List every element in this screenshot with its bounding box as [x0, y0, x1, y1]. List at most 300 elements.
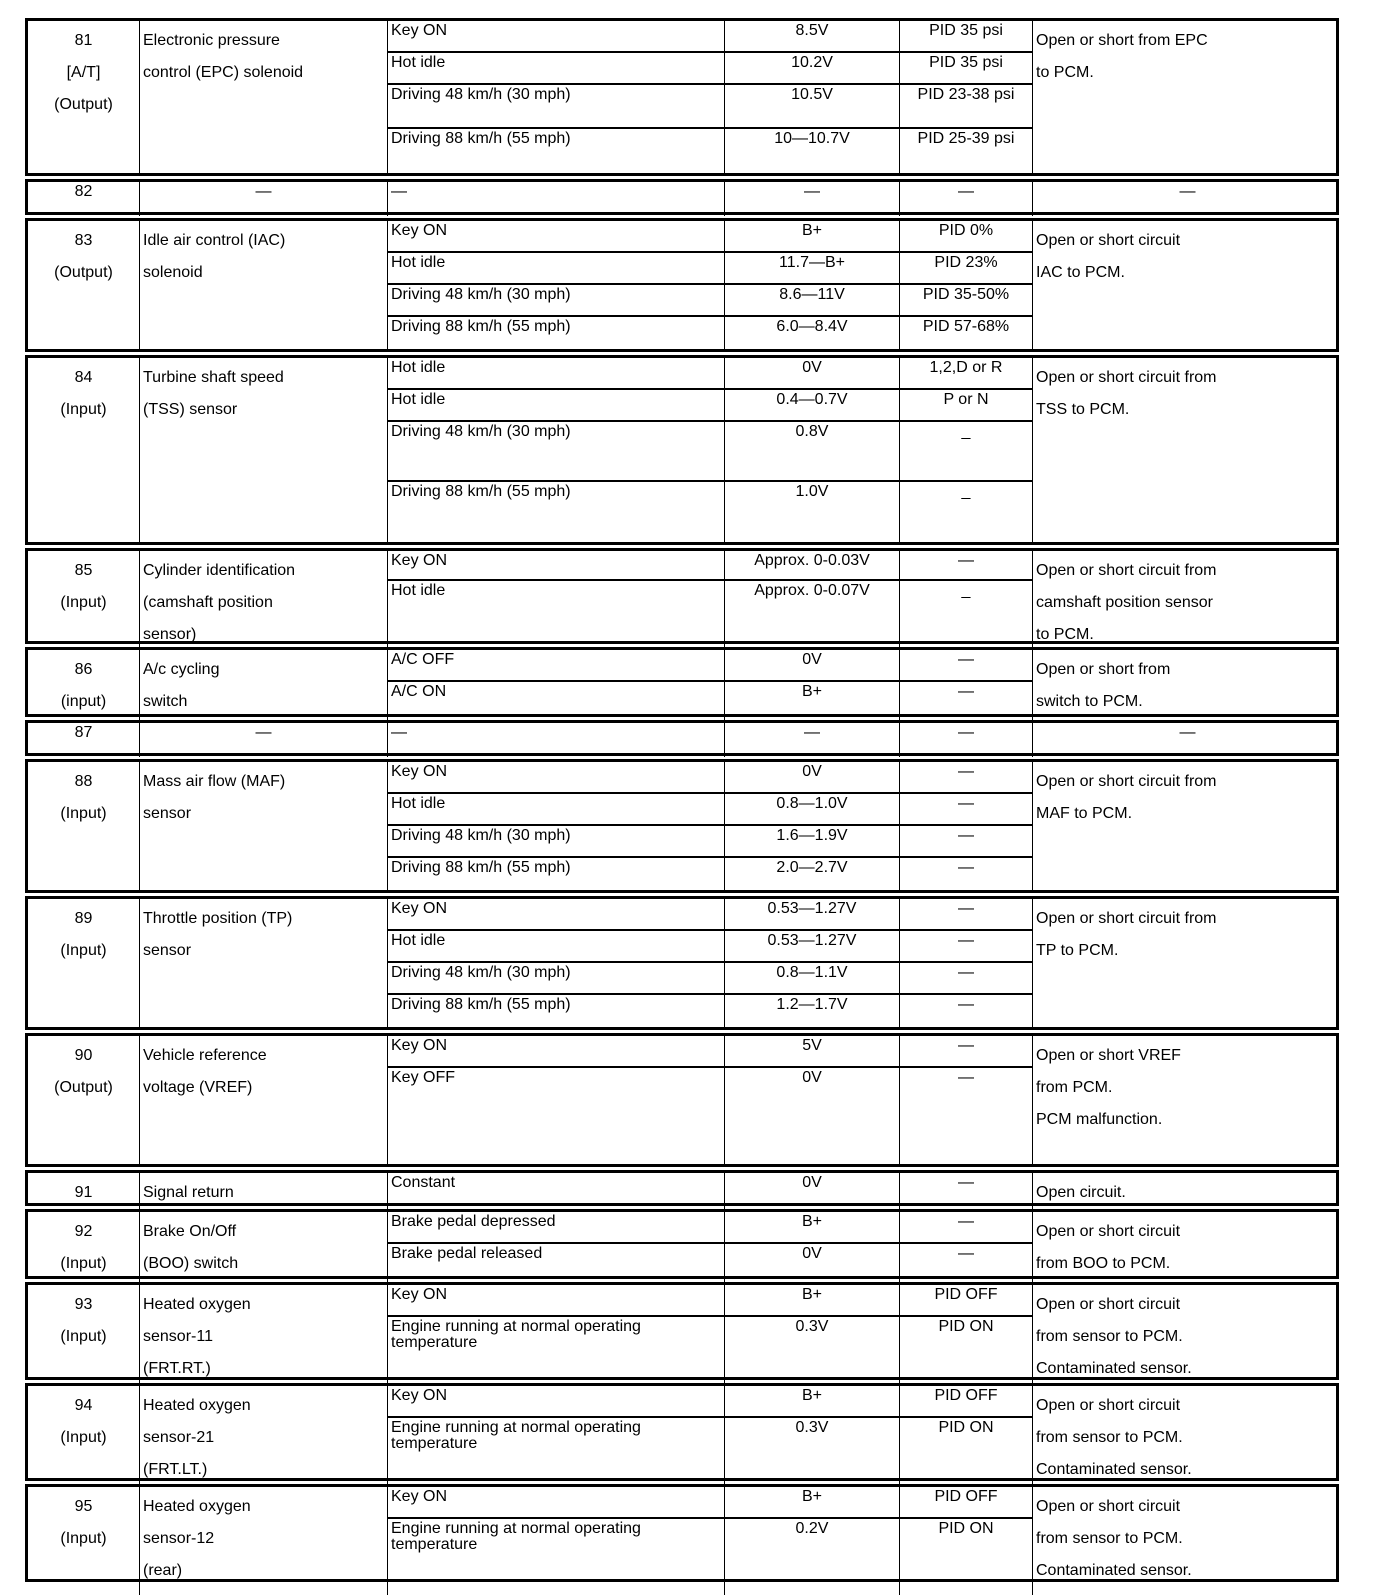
- pid-cell: PID 23%: [900, 253, 1032, 285]
- condition-cell-column: [388, 551, 725, 659]
- voltage-cell: 0.8V: [725, 422, 899, 482]
- remark-text: Open or short VREF: [1036, 1047, 1181, 1064]
- pid-cell-column: [900, 1173, 1033, 1217]
- voltage-cell-column: [725, 21, 900, 173]
- description-cell: [140, 21, 388, 173]
- condition-cell: Hot idle: [388, 358, 724, 390]
- condition-cell-column: [388, 21, 725, 173]
- pid-cell: —: [900, 762, 1032, 794]
- voltage-cell: 10—10.7V: [774, 130, 850, 147]
- pid-cell-column: [900, 1386, 1033, 1494]
- table-row: [25, 179, 1339, 215]
- voltage-cell: 0V: [802, 1174, 822, 1191]
- pid-cell-column: [900, 1487, 1033, 1595]
- voltage-cell: 1.2—1.7V: [776, 996, 848, 1013]
- condition-cell: Key ON: [388, 1036, 724, 1068]
- description-text: Heated oxygen: [143, 1296, 251, 1313]
- condition-cell-column: [388, 182, 725, 216]
- pid-cell: —: [958, 683, 974, 700]
- terminal-cell: [28, 221, 140, 349]
- remark-cell: [1033, 1285, 1342, 1393]
- remark-text: to PCM.: [1036, 626, 1094, 643]
- terminal-text: 89: [74, 910, 93, 927]
- terminal-text: (input): [60, 693, 107, 710]
- terminal-text: 83: [74, 232, 93, 249]
- pid-cell: PID OFF: [900, 1487, 1032, 1519]
- voltage-cell-column: [725, 551, 900, 659]
- voltage-cell-column: [725, 221, 900, 349]
- pid-cell: —: [958, 1245, 974, 1262]
- voltage-cell: Approx. 0-0.07V: [754, 582, 870, 599]
- pid-cell-column: [900, 1212, 1033, 1288]
- description-text: A/c cycling: [143, 661, 220, 678]
- remark-text: TSS to PCM.: [1036, 401, 1130, 418]
- condition-cell: Engine running at normal operating temperature: [391, 1318, 641, 1351]
- voltage-cell: 10.5V: [725, 85, 899, 129]
- condition-cell: Key ON: [388, 1487, 724, 1519]
- terminal-cell: [28, 650, 140, 726]
- condition-cell: Driving 48 km/h (30 mph): [388, 826, 724, 858]
- pid-cell: —: [958, 724, 974, 741]
- description-text: (rear): [143, 1562, 183, 1579]
- pid-cell: —: [900, 931, 1032, 963]
- table-row: [25, 1209, 1339, 1279]
- remark-text: —: [1179, 724, 1196, 741]
- voltage-cell: 8.6—11V: [725, 285, 899, 317]
- description-text: Heated oxygen: [143, 1397, 251, 1414]
- voltage-cell-column: [725, 182, 900, 216]
- terminal-text: (Output): [54, 96, 113, 113]
- voltage-cell: 11.7—B+: [725, 253, 899, 285]
- terminal-text: 91: [74, 1184, 93, 1201]
- terminal-cell: [28, 551, 140, 659]
- table-row: [25, 18, 1339, 176]
- remark-cell: [1033, 551, 1342, 659]
- description-text: sensor-12: [143, 1530, 215, 1547]
- voltage-cell-column: [725, 1036, 900, 1164]
- pid-cell: PID 35-50%: [900, 285, 1032, 317]
- voltage-cell: 1.0V: [795, 483, 829, 500]
- pid-cell: PID OFF: [900, 1386, 1032, 1418]
- description-cell: [140, 221, 388, 349]
- remark-text: Open or short from: [1036, 661, 1171, 678]
- remark-text: switch to PCM.: [1036, 693, 1143, 710]
- terminal-text: 87: [74, 724, 93, 741]
- description-text: (camshaft position: [143, 594, 273, 611]
- voltage-cell: 0.53—1.27V: [725, 899, 899, 931]
- terminal-cell: [28, 1036, 140, 1164]
- description-cell: [140, 1487, 388, 1595]
- terminal-cell: [28, 358, 140, 542]
- condition-cell-column: [388, 1487, 725, 1595]
- pid-cell: —: [958, 183, 974, 200]
- condition-cell: Brake pedal depressed: [388, 1212, 724, 1244]
- terminal-text: 84: [74, 369, 93, 386]
- remark-cell: [1033, 1487, 1342, 1595]
- terminal-cell: [28, 899, 140, 1027]
- pid-cell-column: [900, 182, 1033, 216]
- terminal-text: (Input): [60, 942, 107, 959]
- voltage-cell-column: [725, 358, 900, 542]
- condition-cell: Key ON: [388, 899, 724, 931]
- remark-text: camshaft position sensor: [1036, 594, 1213, 611]
- description-cell: [140, 551, 388, 659]
- remark-cell: [1033, 1173, 1342, 1217]
- condition-cell: Driving 48 km/h (30 mph): [388, 422, 724, 482]
- description-text: Signal return: [143, 1184, 234, 1201]
- terminal-text: 92: [74, 1223, 93, 1240]
- condition-cell: Driving 48 km/h (30 mph): [388, 963, 724, 995]
- condition-cell: Hot idle: [388, 931, 724, 963]
- condition-cell-column: [388, 221, 725, 349]
- condition-cell-column: [388, 1285, 725, 1393]
- description-text: —: [255, 183, 272, 200]
- remark-cell: [1033, 1386, 1342, 1494]
- pid-cell: _: [900, 422, 1032, 482]
- remark-cell: [1033, 182, 1342, 216]
- condition-cell: Driving 48 km/h (30 mph): [388, 85, 724, 129]
- voltage-cell-column: [725, 1212, 900, 1288]
- remark-cell: [1033, 221, 1342, 349]
- condition-cell: Hot idle: [388, 390, 724, 422]
- condition-cell: Key ON: [388, 1386, 724, 1418]
- terminal-text: 85: [74, 562, 93, 579]
- voltage-cell: 0.8—1.0V: [725, 794, 899, 826]
- terminal-text: 93: [74, 1296, 93, 1313]
- pid-cell-column: [900, 1036, 1033, 1164]
- remark-text: —: [1179, 183, 1196, 200]
- pid-cell: —: [900, 1212, 1032, 1244]
- condition-cell: Hot idle: [391, 582, 446, 599]
- voltage-cell: B+: [725, 221, 899, 253]
- voltage-cell-column: [725, 1487, 900, 1595]
- pid-cell-column: [900, 358, 1033, 542]
- voltage-cell: 10.2V: [725, 53, 899, 85]
- condition-cell-column: [388, 1212, 725, 1288]
- description-text: sensor: [143, 942, 192, 959]
- condition-cell: Key ON: [388, 762, 724, 794]
- voltage-cell: 0.4—0.7V: [725, 390, 899, 422]
- description-text: (TSS) sensor: [143, 401, 238, 418]
- pid-cell: PID 35 psi: [900, 53, 1032, 85]
- voltage-cell: —: [804, 724, 820, 741]
- pid-cell-column: [900, 650, 1033, 726]
- description-text: Turbine shaft speed: [143, 369, 284, 386]
- table-row: [25, 896, 1339, 1030]
- terminal-text: (Input): [60, 1530, 107, 1547]
- description-text: switch: [143, 693, 188, 710]
- table-row: [25, 1170, 1339, 1206]
- pid-cell: PID OFF: [900, 1285, 1032, 1317]
- description-text: —: [255, 724, 272, 741]
- remark-text: Open circuit.: [1036, 1184, 1126, 1201]
- voltage-cell: 0.2V: [795, 1520, 829, 1537]
- description-text: Idle air control (IAC): [143, 232, 286, 249]
- pid-cell: 1,2,D or R: [900, 358, 1032, 390]
- condition-cell: A/C ON: [391, 683, 447, 700]
- table-row: [25, 759, 1339, 893]
- terminal-cell: [28, 1173, 140, 1217]
- terminal-cell: [28, 762, 140, 890]
- condition-cell-column: [388, 1386, 725, 1494]
- pid-cell: PID ON: [938, 1419, 994, 1436]
- description-text: (FRT.LT.): [143, 1461, 208, 1478]
- voltage-cell: 5V: [725, 1036, 899, 1068]
- remark-text: PCM malfunction.: [1036, 1111, 1163, 1128]
- terminal-cell: [28, 1487, 140, 1595]
- table-row: [25, 1033, 1339, 1167]
- condition-cell: Brake pedal released: [391, 1245, 543, 1262]
- terminal-cell: [28, 1285, 140, 1393]
- description-text: Brake On/Off: [143, 1223, 237, 1240]
- pid-cell: —: [900, 1036, 1032, 1068]
- pid-cell: —: [958, 1174, 974, 1191]
- table-row: [25, 1383, 1339, 1481]
- condition-cell: Driving 88 km/h (55 mph): [391, 318, 571, 335]
- condition-cell: Driving 88 km/h (55 mph): [391, 996, 571, 1013]
- pid-cell: PID 23-38 psi: [900, 85, 1032, 129]
- terminal-text: (Input): [60, 1255, 107, 1272]
- remark-text: Open or short circuit from: [1036, 369, 1217, 386]
- remark-text: Open or short circuit: [1036, 1397, 1181, 1414]
- description-text: solenoid: [143, 264, 203, 281]
- remark-cell: [1033, 1036, 1342, 1164]
- pid-cell: —: [958, 1069, 974, 1086]
- remark-text: Open or short from EPC: [1036, 32, 1208, 49]
- pid-cell: _: [961, 582, 971, 599]
- pid-cell: PID 25-39 psi: [917, 130, 1015, 147]
- terminal-cell: [28, 1212, 140, 1288]
- pid-cell-column: [900, 21, 1033, 173]
- terminal-text: (Input): [60, 401, 107, 418]
- description-text: Vehicle reference: [143, 1047, 267, 1064]
- description-cell: [140, 899, 388, 1027]
- condition-cell: Driving 88 km/h (55 mph): [391, 483, 571, 500]
- voltage-cell: Approx. 0-0.03V: [725, 551, 899, 581]
- pid-cell: —: [900, 826, 1032, 858]
- terminal-text: (Input): [60, 1429, 107, 1446]
- voltage-cell: 1.6—1.9V: [725, 826, 899, 858]
- description-cell: [140, 1285, 388, 1393]
- pid-cell: —: [900, 963, 1032, 995]
- condition-cell: —: [391, 724, 407, 741]
- remark-cell: [1033, 358, 1342, 542]
- remark-text: Contaminated sensor.: [1036, 1461, 1192, 1478]
- condition-cell: Key ON: [388, 551, 724, 581]
- pid-cell-column: [900, 1285, 1033, 1393]
- condition-cell-column: [388, 1173, 725, 1217]
- condition-cell: Engine running at normal operating temperature: [391, 1419, 641, 1452]
- condition-cell: Constant: [391, 1174, 456, 1191]
- description-cell: [140, 762, 388, 890]
- remark-text: Contaminated sensor.: [1036, 1562, 1192, 1579]
- description-text: (FRT.RT.): [143, 1360, 211, 1377]
- condition-cell: A/C OFF: [388, 650, 724, 682]
- description-cell: [140, 1173, 388, 1217]
- remark-text: MAF to PCM.: [1036, 805, 1133, 822]
- description-cell: [140, 723, 388, 757]
- description-cell: [140, 182, 388, 216]
- description-text: voltage (VREF): [143, 1079, 253, 1096]
- voltage-cell: 0V: [725, 358, 899, 390]
- remark-text: to PCM.: [1036, 64, 1094, 81]
- voltage-cell: 0.3V: [795, 1318, 829, 1335]
- remark-text: from sensor to PCM.: [1036, 1328, 1183, 1345]
- table-row: [25, 1484, 1339, 1582]
- pid-cell: —: [958, 859, 974, 876]
- remark-cell: [1033, 21, 1342, 173]
- pid-cell: PID ON: [938, 1318, 994, 1335]
- remark-cell: [1033, 762, 1342, 890]
- terminal-text: 95: [74, 1498, 93, 1515]
- pid-cell: PID 35 psi: [900, 21, 1032, 53]
- voltage-cell: 6.0—8.4V: [776, 318, 848, 335]
- condition-cell: Driving 88 km/h (55 mph): [391, 130, 571, 147]
- pid-cell: P or N: [900, 390, 1032, 422]
- terminal-text: (Input): [60, 594, 107, 611]
- pid-cell: —: [900, 899, 1032, 931]
- condition-cell: Driving 88 km/h (55 mph): [391, 859, 571, 876]
- condition-cell-column: [388, 650, 725, 726]
- voltage-cell: 0.3V: [795, 1419, 829, 1436]
- terminal-text: 94: [74, 1397, 93, 1414]
- remark-text: Open or short circuit from: [1036, 910, 1217, 927]
- condition-cell: Driving 48 km/h (30 mph): [388, 285, 724, 317]
- description-cell: [140, 1212, 388, 1288]
- remark-cell: [1033, 899, 1342, 1027]
- condition-cell: Hot idle: [388, 794, 724, 826]
- remark-cell: [1033, 723, 1342, 757]
- pid-cell-column: [900, 551, 1033, 659]
- condition-cell-column: [388, 723, 725, 757]
- pid-cell: PID 0%: [900, 221, 1032, 253]
- condition-cell: Key ON: [388, 221, 724, 253]
- pid-cell: —: [958, 996, 974, 1013]
- condition-cell: Key OFF: [391, 1069, 456, 1086]
- terminal-text: 90: [74, 1047, 93, 1064]
- terminal-text: 86: [74, 661, 93, 678]
- voltage-cell: 8.5V: [725, 21, 899, 53]
- terminal-text: (Input): [60, 805, 107, 822]
- description-cell: [140, 1036, 388, 1164]
- table-row: [25, 720, 1339, 756]
- voltage-cell: 0V: [725, 762, 899, 794]
- condition-cell-column: [388, 358, 725, 542]
- condition-cell-column: [388, 1036, 725, 1164]
- description-cell: [140, 358, 388, 542]
- remark-cell: [1033, 1212, 1342, 1288]
- remark-text: from BOO to PCM.: [1036, 1255, 1171, 1272]
- remark-text: TP to PCM.: [1036, 942, 1119, 959]
- description-text: sensor: [143, 805, 192, 822]
- condition-cell-column: [388, 762, 725, 890]
- remark-cell: [1033, 650, 1342, 726]
- remark-text: IAC to PCM.: [1036, 264, 1125, 281]
- voltage-cell-column: [725, 899, 900, 1027]
- pid-cell: _: [961, 483, 971, 500]
- description-text: Electronic pressure: [143, 32, 280, 49]
- voltage-cell-column: [725, 1285, 900, 1393]
- voltage-cell: B+: [725, 1487, 899, 1519]
- condition-cell: Key ON: [388, 21, 724, 53]
- condition-cell: Hot idle: [388, 253, 724, 285]
- remark-text: Open or short circuit: [1036, 232, 1181, 249]
- condition-cell: Hot idle: [388, 53, 724, 85]
- pid-cell-column: [900, 762, 1033, 890]
- remark-text: Open or short circuit: [1036, 1223, 1181, 1240]
- remark-text: Contaminated sensor.: [1036, 1360, 1192, 1377]
- remark-text: from sensor to PCM.: [1036, 1429, 1183, 1446]
- voltage-cell-column: [725, 1386, 900, 1494]
- voltage-cell: B+: [725, 1212, 899, 1244]
- remark-text: from sensor to PCM.: [1036, 1530, 1183, 1547]
- description-text: sensor): [143, 626, 197, 643]
- pcm-terminal-table: [25, 18, 1339, 1585]
- terminal-cell: [28, 182, 140, 216]
- voltage-cell: B+: [725, 1285, 899, 1317]
- description-text: control (EPC) solenoid: [143, 64, 304, 81]
- description-text: Throttle position (TP): [143, 910, 293, 927]
- pid-cell: PID ON: [938, 1520, 994, 1537]
- remark-text: Open or short circuit from: [1036, 562, 1217, 579]
- description-text: Heated oxygen: [143, 1498, 251, 1515]
- terminal-cell: [28, 1386, 140, 1494]
- voltage-cell: 0V: [802, 1245, 822, 1262]
- remark-text: Open or short circuit: [1036, 1498, 1181, 1515]
- voltage-cell: 2.0—2.7V: [776, 859, 848, 876]
- condition-cell-column: [388, 899, 725, 1027]
- description-text: sensor-21: [143, 1429, 215, 1446]
- remark-text: Open or short circuit: [1036, 1296, 1181, 1313]
- table-row: [25, 218, 1339, 352]
- pid-cell-column: [900, 221, 1033, 349]
- condition-cell: Engine running at normal operating temperature: [391, 1520, 641, 1553]
- voltage-cell: 0.8—1.1V: [725, 963, 899, 995]
- description-text: Cylinder identification: [143, 562, 296, 579]
- pid-cell: PID 57-68%: [922, 318, 1010, 335]
- description-text: Mass air flow (MAF): [143, 773, 286, 790]
- voltage-cell-column: [725, 1173, 900, 1217]
- description-text: sensor-11: [143, 1328, 213, 1345]
- terminal-text: [A/T]: [66, 64, 101, 81]
- pid-cell-column: [900, 899, 1033, 1027]
- pid-cell: —: [900, 794, 1032, 826]
- description-cell: [140, 650, 388, 726]
- voltage-cell: 0V: [725, 650, 899, 682]
- description-text: (BOO) switch: [143, 1255, 239, 1272]
- voltage-cell-column: [725, 723, 900, 757]
- voltage-cell: 0.53—1.27V: [725, 931, 899, 963]
- condition-cell: —: [391, 183, 407, 200]
- terminal-text: 81: [74, 32, 93, 49]
- terminal-text: 88: [74, 773, 93, 790]
- voltage-cell: —: [804, 183, 820, 200]
- terminal-cell: [28, 21, 140, 173]
- voltage-cell: B+: [801, 683, 822, 700]
- condition-cell: Key ON: [388, 1285, 724, 1317]
- table-row: [25, 1282, 1339, 1380]
- voltage-cell-column: [725, 650, 900, 726]
- table-row: [25, 355, 1339, 545]
- terminal-text: (Input): [60, 1328, 107, 1345]
- description-cell: [140, 1386, 388, 1494]
- voltage-cell-column: [725, 762, 900, 890]
- table-row: [25, 647, 1339, 717]
- pid-cell: —: [900, 551, 1032, 581]
- voltage-cell: 0V: [802, 1069, 822, 1086]
- remark-text: from PCM.: [1036, 1079, 1113, 1096]
- table-row: [25, 548, 1339, 644]
